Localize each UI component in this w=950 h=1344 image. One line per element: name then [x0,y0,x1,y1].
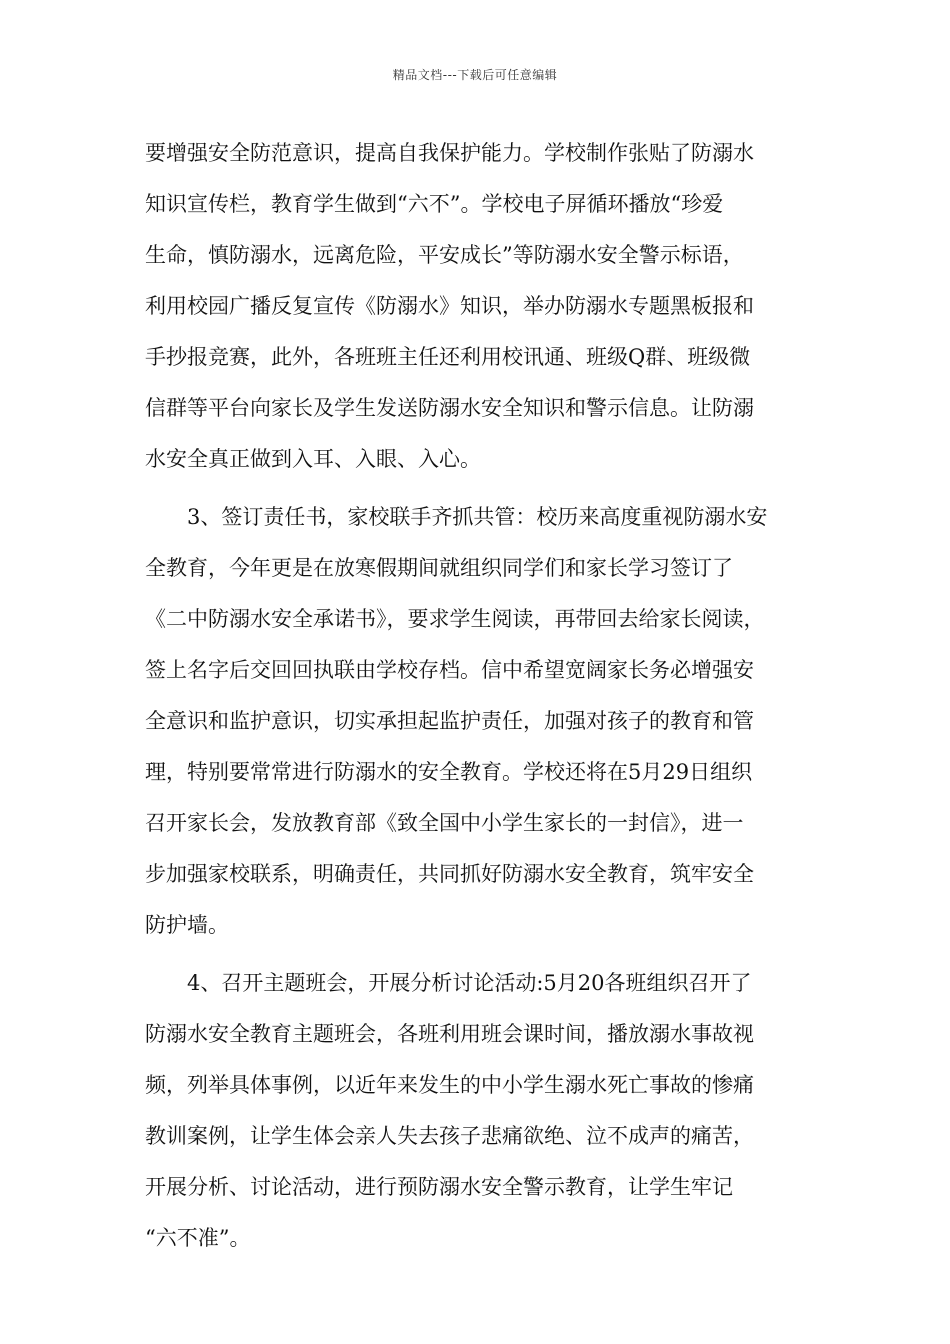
text-line: 全教育，今年更是在放寒假期间就组织同学们和家长学习签订了 [145,556,733,580]
text-line: “六不准”。 [145,1226,251,1250]
text-line: 教训案例，让学生体会亲人失去孩子悲痛欲绝、泣不成声的痛苦， [145,1124,754,1148]
text-line: 水安全真正做到入耳、入眼、入心。 [145,447,481,471]
text-line: 防护墙。 [145,913,229,937]
text-line: 手抄报竞赛，此外，各班班主任还利用校讯通、班级Q群、班级微 [145,345,751,369]
paragraph-3-first-line: 3、签订责任书，家校联手齐抓共管：校历来高度重视防溺水安 [187,505,768,529]
paragraph-4-first-line: 4、召开主题班会，开展分析讨论活动:5月20各班组织召开了 [187,971,752,995]
document-body [145,130,810,1266]
text-line: 开展分析、讨论活动，进行预防溺水安全警示教育，让学生牢记 [145,1175,733,1199]
text-line: 要增强安全防范意识，提高自我保护能力。学校制作张贴了防溺水 [145,141,754,165]
text-line: 召开家长会，发放教育部《致全国中小学生家长的一封信》，进一 [145,811,744,835]
text-line: 生命，慎防溺水，远离危险，平安成长”等防溺水安全警示标语， [145,243,744,267]
text-line: 《二中防溺水安全承诺书》，要求学生阅读，再带回去给家长阅读， [145,607,765,631]
text-line: 利用校园广播反复宣传《防溺水》知识，举办防溺水专题黑板报和 [145,294,754,318]
text-line: 知识宣传栏，教育学生做到“六不”。学校电子屏循环播放“珍爱 [145,192,724,216]
text-line: 理，特别要常常进行防溺水的安全教育。学校还将在5月29日组织 [145,760,753,784]
page-header: 精品文档---下载后可任意编辑 [392,68,558,82]
text-line: 全意识和监护意识，切实承担起监护责任，加强对孩子的教育和管 [145,709,754,733]
text-line: 签上名字后交回回执联由学校存档。信中希望宽阔家长务必增强安 [145,658,754,682]
text-line: 频，列举具体事例，以近年来发生的中小学生溺水死亡事故的惨痛 [145,1073,754,1097]
text-line: 信群等平台向家长及学生发送防溺水安全知识和警示信息。让防溺 [145,396,754,420]
text-line: 防溺水安全教育主题班会，各班利用班会课时间，播放溺水事故视 [145,1022,754,1046]
text-line: 步加强家校联系，明确责任，共同抓好防溺水安全教育，筑牢安全 [145,862,754,886]
